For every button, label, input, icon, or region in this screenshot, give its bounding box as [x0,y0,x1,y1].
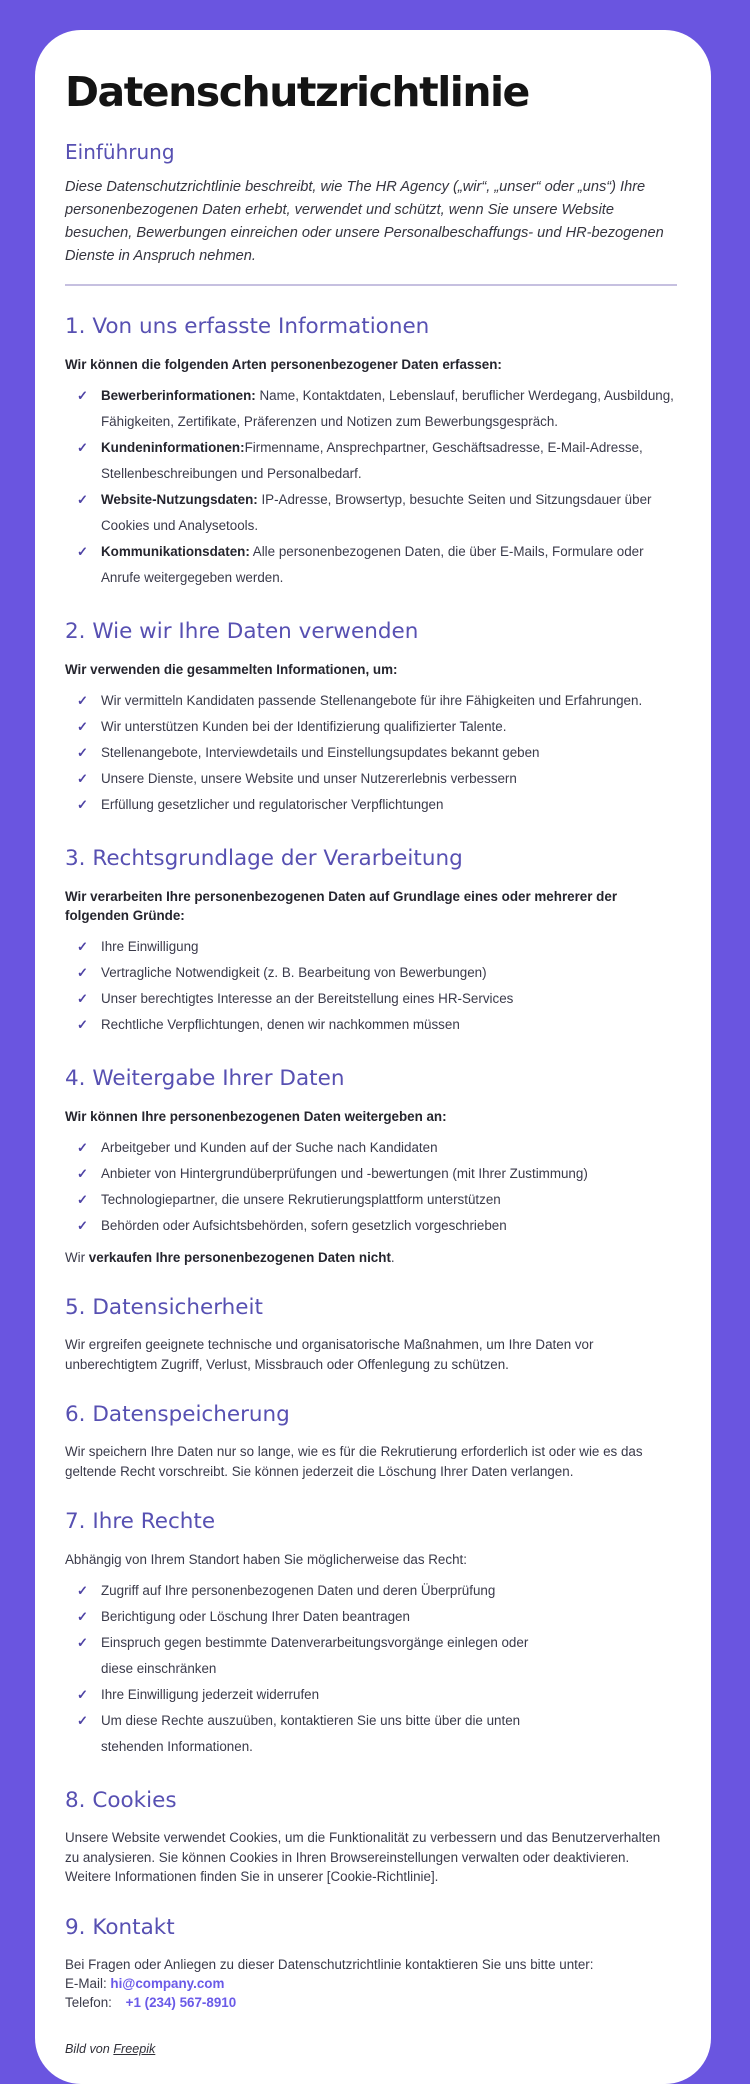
intro-paragraph: Diese Datenschutzrichtlinie beschreibt, wie The HR Agency („wir“, „unser“ oder „uns“) Ihre personenbezogenen Daten erhebt, verwendet und schützt, wenn Sie unsere Website besuchen, Bewerbungen einreichen oder unsere Personalbeschaffungs- und HR-bezogenen Dienste in Anspruch nehmen. [65,178,664,264]
list-item-term: Website-Nutzungsdaten: [101,491,258,507]
list-item-text: Zugriff auf Ihre personenbezogenen Daten und deren Überprüfung [101,1583,496,1599]
list-item [65,740,681,766]
check-icon: ✓ [77,744,88,760]
email-label: E-Mail: [65,1976,111,1992]
check-icon: ✓ [77,1609,88,1625]
privacy-section-9 [65,1915,681,2013]
section-title: 7. Ihre Rechte [65,1509,216,1535]
section-body: Unsere Website verwendet Cookies, um die Funktionalität zu verbessern und das Benutzerverhalten zu analysieren. Sie können Cookies in Ihren Browsereinstellungen verwalten oder deaktivieren. Weitere Informationen finden Sie in unserer [Cookie-Richtlinie]. [65,1830,661,1885]
list-item [65,934,681,960]
check-icon: ✓ [77,718,88,734]
privacy-section-6 [65,1402,681,1481]
list-item-text: Stellenangebote, Interviewdetails und Einstellungsupdates bekannt geben [101,744,540,760]
contact-line-phone [65,1993,681,2012]
list-item [65,1682,681,1708]
list-item [65,1213,681,1239]
section-title: 9. Kontakt [65,1914,175,1940]
contact-line-email [65,1974,681,1993]
sections-container [65,314,681,2013]
list-item [65,714,681,740]
privacy-section-7 [65,1509,681,1760]
no-sell-note: Wir verkaufen Ihre personenbezogenen Daten nicht. [65,1249,395,1265]
check-icon: ✓ [77,796,88,812]
check-icon: ✓ [77,1016,88,1032]
section-title: 1. Von uns erfasste Informationen [65,313,430,339]
check-list [65,934,681,1038]
list-item-text: Unser berechtigtes Interesse an der Bereitstellung eines HR-Services [101,990,514,1006]
list-item-text: Unsere Dienste, unsere Website und unser Nutzererlebnis verbessern [101,770,517,786]
check-icon: ✓ [77,692,88,708]
list-item-text: Kundeninformationen:Firmenname, Ansprechpartner, Geschäftsadresse, E-Mail-Adresse, Stellenbeschreibungen und Personalbedarf. [101,439,643,481]
list-item-term: Bewerberinformationen: [101,387,256,403]
page-background [0,30,750,2057]
section-lead: Abhängig von Ihrem Standort haben Sie möglicherweise das Recht: [65,1552,467,1568]
check-icon: ✓ [77,1583,88,1599]
check-icon: ✓ [77,964,88,980]
section-title: 6. Datenspeicherung [65,1402,290,1428]
list-item [65,1135,681,1161]
list-item-text: Wir unterstützen Kunden bei der Identifizierung qualifizierter Talente. [101,718,507,734]
list-item [65,1187,681,1213]
section-lead: Wir verwenden die gesammelten Informationen, um: [65,661,398,677]
section-title: 2. Wie wir Ihre Daten verwenden [65,618,419,644]
list-item [65,435,681,487]
section-title: 5. Datensicherheit [65,1295,263,1321]
list-item [65,1604,681,1630]
phone-label: Telefon: [65,1995,116,2011]
phone-link[interactable]: +1 (234) 567-8910 [125,1995,237,2011]
check-icon: ✓ [77,1191,88,1207]
privacy-section-8 [65,1788,681,1887]
check-icon: ✓ [77,1139,88,1155]
list-item [65,539,681,591]
section-lead: Wir können Ihre personenbezogenen Daten weitergeben an: [65,1108,447,1124]
check-icon: ✓ [77,990,88,1006]
section-title: 3. Rechtsgrundlage der Verarbeitung [65,845,463,871]
freepik-link[interactable]: Freepik [113,2042,156,2057]
list-item-text: Erfüllung gesetzlicher und regulatorischer Verpflichtungen [101,796,444,812]
check-icon: ✓ [77,1635,88,1651]
list-item [65,766,681,792]
list-item [65,688,681,714]
list-item-text: Behörden oder Aufsichtsbehörden, sofern gesetzlich vorgeschrieben [101,1217,507,1233]
section-body: Wir ergreifen geeignete technische und organisatorische Maßnahmen, um Ihre Daten vor unberechtigtem Zugriff, Verlust, Missbrauch oder Offenlegung zu schützen. [65,1337,594,1372]
list-item-term: Kundeninformationen: [101,439,245,455]
list-item-text: Vertragliche Notwendigkeit (z. B. Bearbeitung von Bewerbungen) [101,964,487,980]
check-icon: ✓ [77,1217,88,1233]
list-item-text: Ihre Einwilligung jederzeit widerrufen [101,1687,320,1703]
list-item-text: Einspruch gegen bestimmte Datenverarbeitungsvorgänge einlegen oder diese einschränken [101,1635,529,1677]
section-body: Wir speichern Ihre Daten nur so lange, wie es für die Rekrutierung erforderlich ist oder wie es das geltende Recht vorschreibt. Sie können jederzeit die Löschung Ihrer Daten verlangen. [65,1444,643,1479]
list-item-text: Technologiepartner, die unsere Rekrutierungsplattform unterstützen [101,1191,501,1207]
check-list [65,383,681,591]
check-list [65,1135,681,1239]
section-lead: Wir können die folgenden Arten personenbezogener Daten erfassen: [65,356,502,372]
section-title: 8. Cookies [65,1788,177,1814]
list-item [65,1161,681,1187]
list-item [65,1012,681,1038]
list-item [65,986,681,1012]
list-item [65,960,681,986]
privacy-section-2 [65,619,681,818]
check-icon: ✓ [77,1165,88,1181]
list-item-text: Rechtliche Verpflichtungen, denen wir nachkommen müssen [101,1016,460,1032]
list-item [65,792,681,818]
list-item-text: Bewerberinformationen: Name, Kontaktdaten, Lebenslauf, beruflicher Werdegang, Ausbildung, Fähigkeiten, Zertifikate, Präferenzen und Notizen zum Bewerbungsgespräch. [101,387,674,429]
list-item-text: Berichtigung oder Löschung Ihrer Daten beantragen [101,1609,410,1625]
list-item-text: Kommunikationsdaten: Alle personenbezogenen Daten, die über E-Mails, Formulare oder Anrufe weitergegeben werden. [101,543,644,585]
privacy-section-4 [65,1066,681,1268]
list-item-text: Ihre Einwilligung [101,938,199,954]
section-divider [65,284,677,286]
list-item-text: Arbeitgeber und Kunden auf der Suche nach Kandidaten [101,1139,438,1155]
list-item [65,487,681,539]
no-sell-note-bold: verkaufen Ihre personenbezogenen Daten nicht [88,1249,391,1265]
check-list [65,688,681,818]
check-icon: ✓ [77,543,88,559]
section-lead: Wir verarbeiten Ihre personenbezogenen Daten auf Grundlage eines oder mehrerer der folgenden Gründe: [65,888,618,923]
check-icon: ✓ [77,770,88,786]
list-item-text: Um diese Rechte auszuüben, kontaktieren Sie uns bitte über die unten stehenden Informationen. [101,1713,521,1755]
check-icon: ✓ [77,439,88,455]
list-item-text: Anbieter von Hintergrundüberprüfungen und -bewertungen (mit Ihrer Zustimmung) [101,1165,588,1181]
list-item-text: Website-Nutzungsdaten: IP-Adresse, Browsertyp, besuchte Seiten und Sitzungsdauer über Cookies und Analysetools. [101,491,652,533]
list-item [65,1630,681,1682]
image-credit-text: Bild von [65,2042,114,2057]
list-item [65,1578,681,1604]
check-icon: ✓ [77,1713,88,1729]
page-title: Datenschutzrichtlinie [65,68,529,116]
image-credit [65,2042,681,2056]
privacy-section-3 [65,846,681,1038]
privacy-section-1 [65,314,681,591]
check-list [65,1578,681,1760]
intro-heading: Einführung [65,139,175,164]
email-link[interactable]: hi@company.com [110,1976,225,1992]
list-item [65,1708,681,1760]
list-item-text: Wir vermitteln Kandidaten passende Stellenangebote für ihre Fähigkeiten und Erfahrungen. [101,692,643,708]
section-title: 4. Weitergabe Ihrer Daten [65,1065,345,1091]
check-icon: ✓ [77,387,88,403]
content-card [35,30,711,2084]
list-item [65,383,681,435]
check-icon: ✓ [77,938,88,954]
privacy-section-5 [65,1295,681,1374]
check-icon: ✓ [77,1687,88,1703]
check-icon: ✓ [77,491,88,507]
list-item-term: Kommunikationsdaten: [101,543,250,559]
section-body: Bei Fragen oder Anliegen zu dieser Datenschutzrichtlinie kontaktieren Sie uns bitte unter: [65,1956,594,1972]
